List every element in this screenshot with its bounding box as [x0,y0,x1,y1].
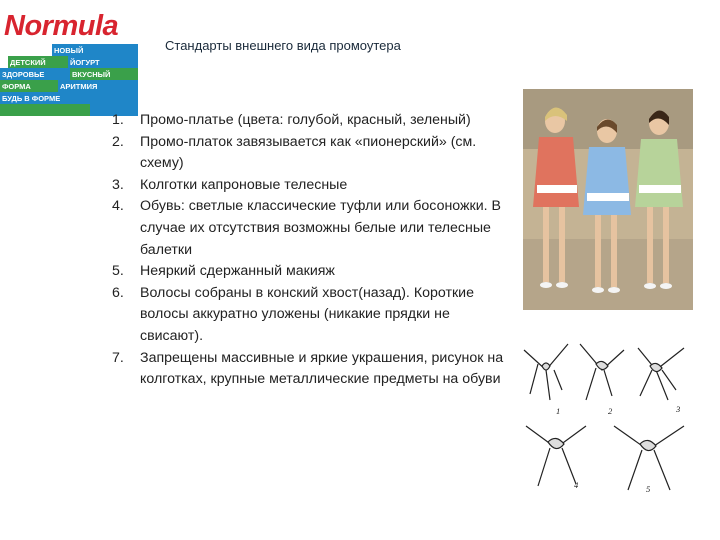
list-item-number: 2. [112,133,124,150]
list-item-number: 5. [112,263,124,280]
list-item [112,175,507,197]
list-item [112,110,507,132]
tile-word: ЗДОРОВЬЕ [2,70,45,79]
list-item-number: 3. [112,176,124,193]
brand-wordmark: Normula [4,10,119,42]
list-item-text: Запрещены массивные и яркие украшения, рисунок на колготках, крупные металлические предметы на обуви [140,349,504,388]
list-item-number: 6. [112,284,124,301]
diagram-step-label: 5 [646,484,651,494]
list-item-text: Обувь: светлые классические туфли или босоножки. В случае их отсутствия возможны белые или телесные балетки [140,198,501,258]
diagram-step-label: 4 [574,480,579,490]
diagram-step-label: 2 [608,406,613,416]
diagram-step-label: 3 [676,404,681,414]
tile-word: ВКУСНЫЙ [72,70,111,79]
slide-title: Стандарты внешнего вида промоутера [165,38,401,53]
list-item-text: Промо-платье (цвета: голубой, красный, зеленый) [140,112,471,128]
brand-tiles-graphic [0,44,138,120]
promoters-photo [523,89,693,310]
tile-word: НОВЫЙ [54,46,84,55]
tile-word: БУДЬ В ФОРМЕ [2,94,61,103]
list-item-text: Неяркий сдержанный макияж [140,263,335,280]
list-item [112,196,507,261]
list-item [112,348,507,391]
diagram-step-label: 1 [556,406,561,416]
list-item-number: 4. [112,198,124,215]
tile-word: ДЕТСКИЙ [10,58,46,67]
list-item-text: Волосы собраны в конский хвост(назад). Короткие волосы аккуратно уложены (никакие прядки не свисают). [140,284,474,344]
list-item-number: 7. [112,349,124,366]
appearance-rules-list [112,110,507,391]
list-item [112,132,507,175]
brand-logo [0,10,138,110]
tile-word: ФОРМА [2,82,31,91]
scarf-tying-diagram [516,330,696,500]
tile-word: АРИТМИЯ [60,82,98,91]
list-item [112,283,507,348]
list-item-text: Промо-платок завязывается как «пионерский» (см. схему) [140,133,477,172]
list-item [112,261,507,283]
promoters-photo-illustration [523,89,693,310]
list-item-text: Колготки капроновые телесные [140,176,348,193]
list-item-number: 1. [112,112,124,128]
tile-word: ЙОГУРТ [70,58,100,67]
